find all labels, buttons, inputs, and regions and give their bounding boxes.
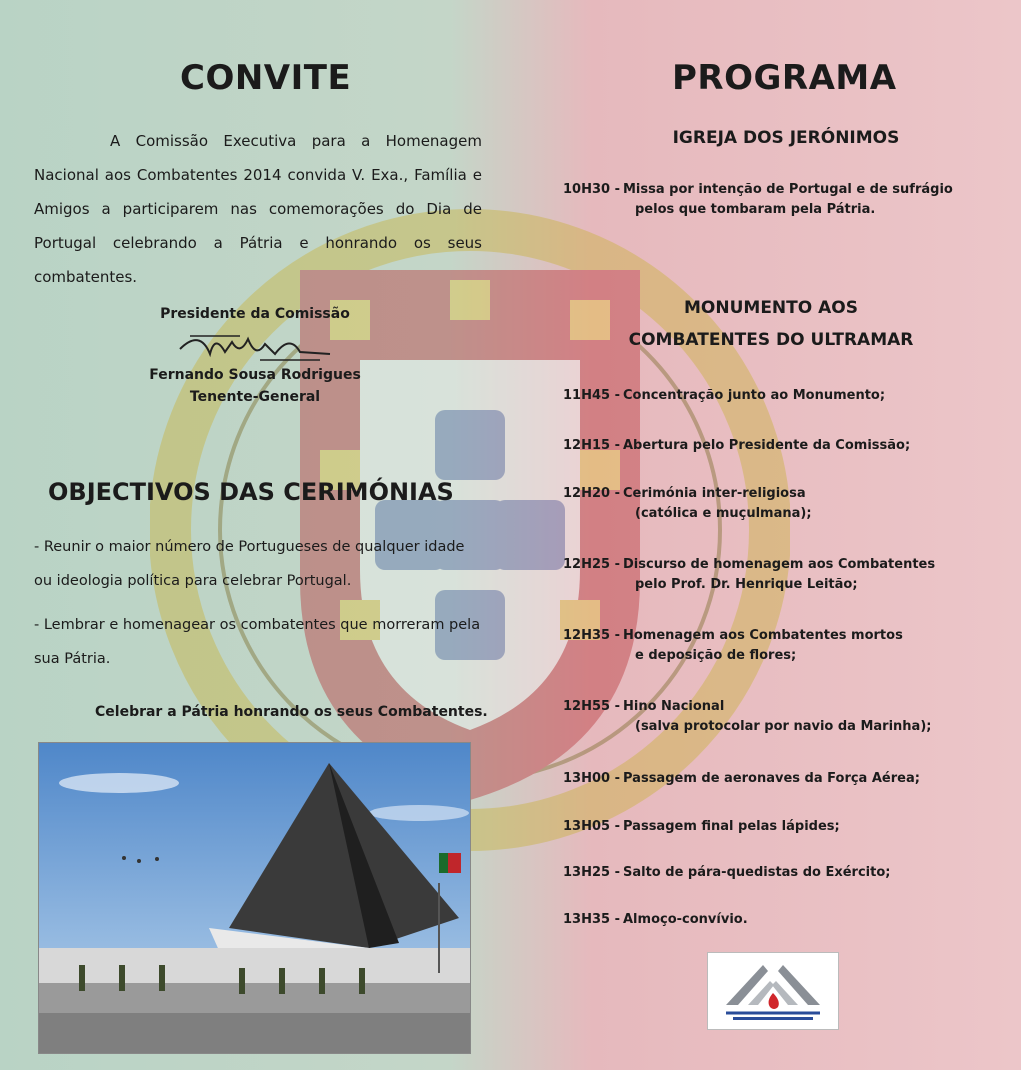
program-desc: Passagem de aeronaves da Força Aérea; (623, 771, 920, 786)
section-title-jeronimos: IGREJA DOS JERÓNIMOS (672, 128, 900, 148)
program-time: 12H55 - (563, 699, 620, 714)
program-item (563, 910, 1013, 930)
signature-block (130, 306, 380, 408)
program-desc: Passagem final pelas lápides; (623, 819, 840, 834)
programa-title: PROGRAMA (672, 58, 897, 98)
section-title-line: COMBATENTES DO ULTRAMAR (628, 330, 914, 350)
program-desc: Concentração junto ao Monumento; (623, 388, 886, 403)
section-title-line: MONUMENTO AOS (684, 298, 858, 318)
program-desc: Salto de pára-quedistas do Exército; (623, 865, 891, 880)
program-desc-sub: pelo Prof. Dr. Henrique Leitão; (635, 577, 858, 592)
monument-photo (38, 742, 471, 1054)
program-desc-sub: pelos que tombaram pela Pátria. (635, 202, 876, 217)
program-desc-sub: (católica e muçulmana); (635, 506, 812, 521)
program-desc-sub: e deposição de flores; (635, 648, 797, 663)
motto: Celebrar a Pátria honrando os seus Combatentes. (95, 704, 488, 720)
program-item (563, 555, 1013, 595)
program-time: 13H05 - (563, 819, 620, 834)
commission-logo-icon (707, 952, 839, 1030)
program-desc: Homenagem aos Combatentes mortos (623, 628, 903, 643)
program-desc-sub: (salva protocolar por navio da Marinha); (635, 719, 932, 734)
signatory-rank: Tenente-General (189, 389, 321, 405)
program-time: 12H35 - (563, 628, 620, 643)
program-item (563, 626, 1013, 666)
signatory-name: Fernando Sousa Rodrigues (149, 367, 361, 383)
program-item (563, 436, 1013, 456)
program-desc: Cerimónia inter-religiosa (623, 486, 806, 501)
program-time: 11H45 - (563, 388, 620, 403)
invite-text: A Comissão Executiva para a Homenagem Nacional aos Combatentes 2014 convida V. Exa., Família e Amigos a participarem nas comemorações do Dia de Portugal celebrando a Pátria e honrando os seus combatentes. (34, 132, 482, 286)
program-item (563, 769, 1013, 789)
program-item (563, 817, 1013, 837)
program-item (563, 180, 1013, 220)
objective-item: - Lembrar e homenagear os combatentes que morreram pela sua Pátria. (34, 617, 481, 667)
program-time: 13H00 - (563, 771, 620, 786)
signatory-role: Presidente da Comissão (160, 306, 350, 322)
program-desc: Abertura pelo Presidente da Comissão; (623, 438, 911, 453)
program-desc: Almoço-convívio. (623, 912, 748, 927)
program-time: 12H15 - (563, 438, 620, 453)
objectives-title: OBJECTIVOS DAS CERIMÓNIAS (48, 478, 454, 506)
program-desc: Hino Nacional (623, 699, 725, 714)
objective-item: - Reunir o maior número de Portugueses de qualquer idade ou ideologia política para celebrar Portugal. (34, 539, 465, 589)
program-item (563, 386, 1013, 406)
program-time: 12H25 - (563, 557, 620, 572)
program-time: 13H25 - (563, 865, 620, 880)
program-desc: Missa por intenção de Portugal e de sufrágio (623, 182, 953, 197)
program-time: 10H30 - (563, 182, 620, 197)
program-desc: Discurso de homenagem aos Combatentes (623, 557, 936, 572)
program-item (563, 697, 1013, 737)
section-title-monumento (596, 292, 946, 356)
program-time: 13H35 - (563, 912, 620, 927)
program-item (563, 484, 1013, 524)
convite-title: CONVITE (180, 58, 352, 98)
handwritten-signature (170, 324, 340, 364)
program-item (563, 863, 1013, 883)
program-time: 12H20 - (563, 486, 620, 501)
